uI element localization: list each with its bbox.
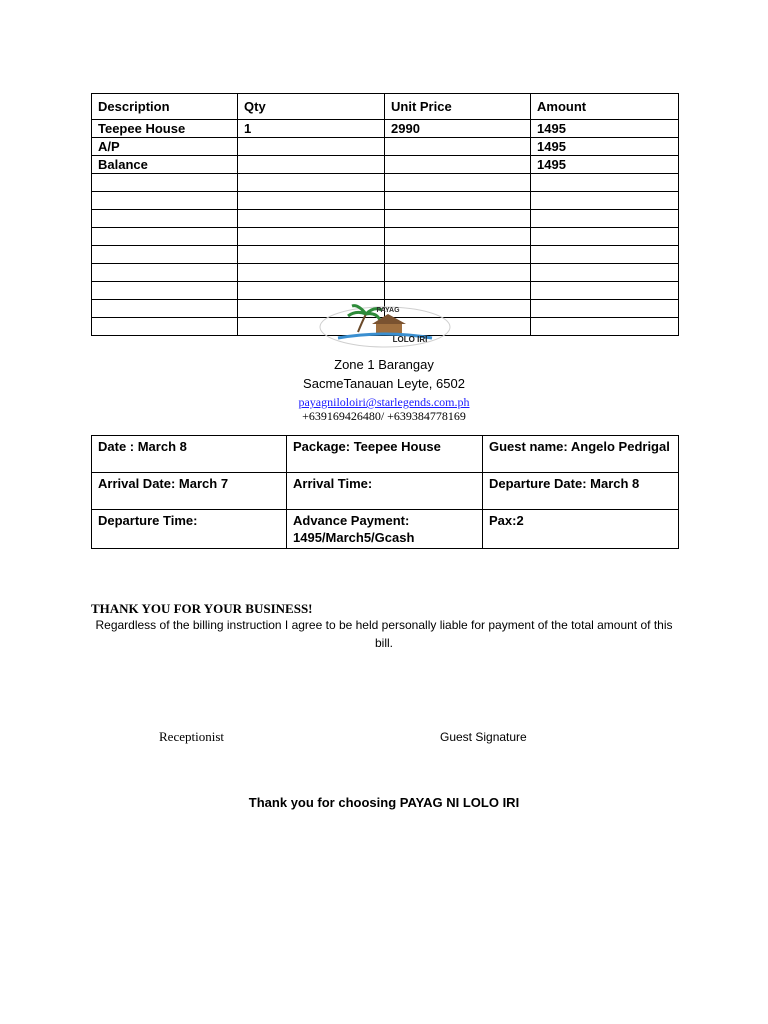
- email-link[interactable]: payagniloloiri@starlegends.com.ph: [298, 395, 470, 409]
- item-cell-description: A/P: [92, 138, 238, 156]
- item-cell-unit-price: [385, 282, 531, 300]
- item-cell-description: [92, 192, 238, 210]
- item-cell-amount: [531, 246, 679, 264]
- item-cell-amount: [531, 264, 679, 282]
- item-cell-description: [92, 282, 238, 300]
- booking-cell: Guest name: Angelo Pedrigal: [483, 436, 679, 473]
- booking-cell: Departure Date: March 8: [483, 473, 679, 510]
- booking-cell: Package: Teepee House: [287, 436, 483, 473]
- item-cell-qty: [238, 192, 385, 210]
- item-cell-unit-price: [385, 228, 531, 246]
- header-unit-price: Unit Price: [385, 94, 531, 120]
- item-row: [92, 210, 679, 228]
- address-line-2: SacmeTanauan Leyte, 6502: [303, 376, 465, 391]
- booking-row: [92, 436, 679, 473]
- booking-cell: Departure Time:: [92, 510, 287, 549]
- booking-cell: Pax:2: [483, 510, 679, 549]
- item-cell-qty: [238, 174, 385, 192]
- item-row: [92, 156, 679, 174]
- booking-row: [92, 510, 679, 549]
- palm-tree-hut-logo: [318, 302, 452, 350]
- item-cell-amount: [531, 192, 679, 210]
- item-cell-qty: [238, 228, 385, 246]
- thank-you-business-heading: THANK YOU FOR YOUR BUSINESS!: [91, 601, 313, 616]
- item-cell-amount: 1495: [531, 120, 679, 138]
- item-cell-description: [92, 174, 238, 192]
- booking-cell: Arrival Date: March 7: [92, 473, 287, 510]
- items-header-row: [92, 94, 679, 120]
- item-cell-unit-price: [385, 138, 531, 156]
- item-cell-unit-price: [385, 174, 531, 192]
- guest-signature-label: Guest Signature: [440, 730, 527, 744]
- item-row: [92, 120, 679, 138]
- item-cell-qty: [238, 210, 385, 228]
- item-cell-unit-price: [385, 192, 531, 210]
- header-amount: Amount: [531, 94, 679, 120]
- receptionist-label: Receptionist: [159, 729, 224, 744]
- item-cell-qty: [238, 264, 385, 282]
- header-qty: Qty: [238, 94, 385, 120]
- item-row: [92, 282, 679, 300]
- item-cell-unit-price: [385, 156, 531, 174]
- item-cell-description: Balance: [92, 156, 238, 174]
- item-row: [92, 174, 679, 192]
- item-cell-amount: [531, 174, 679, 192]
- booking-cell: Arrival Time:: [287, 473, 483, 510]
- item-cell-description: [92, 264, 238, 282]
- booking-cell: Date : March 8: [92, 436, 287, 473]
- item-cell-amount: [531, 210, 679, 228]
- item-cell-qty: 1: [238, 120, 385, 138]
- item-cell-description: [92, 300, 238, 318]
- item-cell-amount: [531, 228, 679, 246]
- booking-row: [92, 473, 679, 510]
- item-cell-qty: [238, 246, 385, 264]
- item-cell-description: [92, 246, 238, 264]
- item-cell-qty: [238, 156, 385, 174]
- item-cell-amount: [531, 300, 679, 318]
- logo-top-text: PAYAG: [376, 307, 400, 314]
- item-row: [92, 264, 679, 282]
- address-line-1: Zone 1 Barangay: [334, 357, 434, 372]
- item-cell-amount: [531, 318, 679, 336]
- booking-table: [91, 435, 679, 549]
- item-cell-unit-price: [385, 264, 531, 282]
- item-cell-unit-price: 2990: [385, 120, 531, 138]
- item-cell-amount: 1495: [531, 138, 679, 156]
- booking-cell: Advance Payment: 1495/March5/Gcash: [287, 510, 483, 549]
- item-cell-unit-price: [385, 246, 531, 264]
- liability-disclaimer: Regardless of the billing instruction I agree to be held personally liable for payment of the total amount of this bill.: [95, 618, 673, 650]
- closing-message: Thank you for choosing PAYAG NI LOLO IRI: [248, 795, 520, 810]
- item-cell-amount: 1495: [531, 156, 679, 174]
- item-cell-unit-price: [385, 210, 531, 228]
- phone-numbers: +639169426480/ +639384778169: [302, 409, 466, 423]
- item-cell-qty: [238, 282, 385, 300]
- item-row: [92, 192, 679, 210]
- item-row: [92, 138, 679, 156]
- items-table: [91, 93, 679, 336]
- item-cell-description: [92, 228, 238, 246]
- item-cell-description: [92, 210, 238, 228]
- item-cell-description: Teepee House: [92, 120, 238, 138]
- item-cell-qty: [238, 138, 385, 156]
- item-row: [92, 246, 679, 264]
- item-cell-amount: [531, 282, 679, 300]
- header-description: Description: [92, 94, 238, 120]
- logo-bottom-text: LOLO IRI: [392, 335, 428, 344]
- item-row: [92, 228, 679, 246]
- item-cell-description: [92, 318, 238, 336]
